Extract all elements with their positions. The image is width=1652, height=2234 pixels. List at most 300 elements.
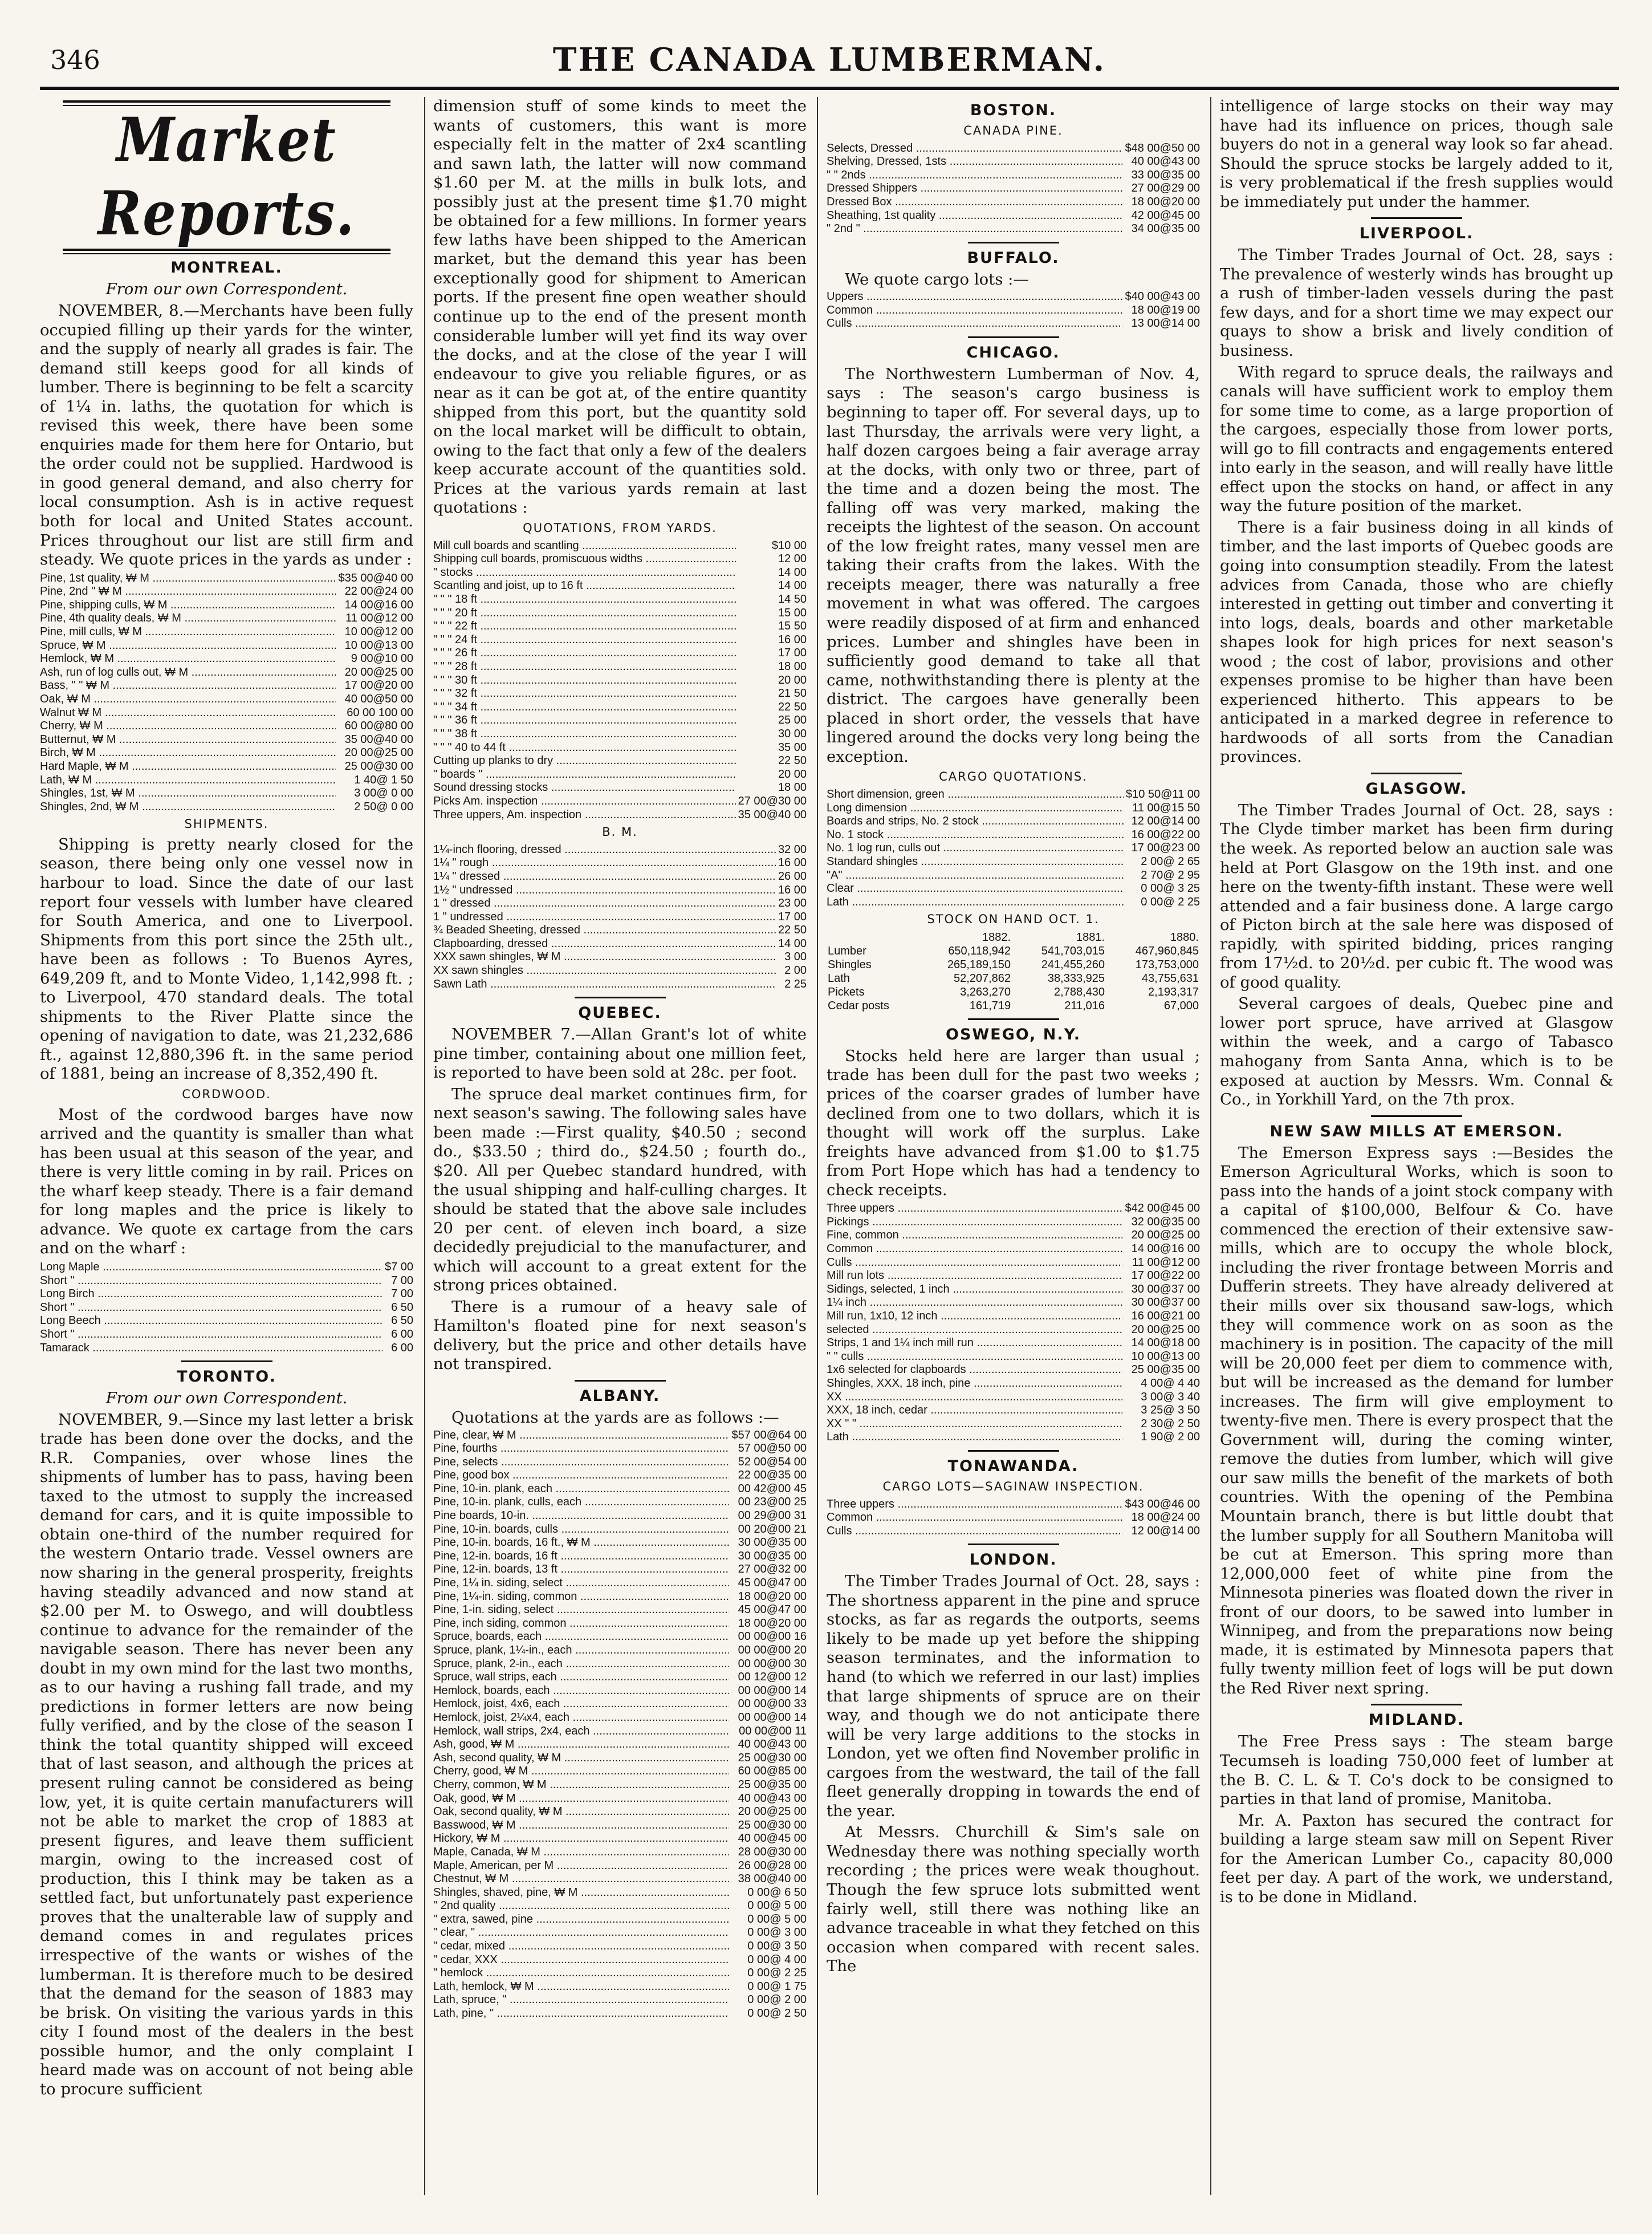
price-row: [433, 1658, 807, 1671]
price-label-cell: [40, 801, 336, 814]
price-label-cell: [827, 1296, 1122, 1310]
tonawanda-subheading: CARGO LOTS—SAGINAW INSPECTION.: [882, 1479, 1144, 1493]
price-label-cell: [433, 1429, 729, 1443]
price-value: 1 90@ 2 00: [1141, 1431, 1200, 1444]
price-value: 18 00@20 00: [738, 1590, 807, 1603]
price-label: Shingles, 2nd, ₩ M .....: [40, 801, 336, 813]
price-value: 16 00: [778, 883, 807, 896]
price-row: [433, 728, 807, 741]
price-label-cell: [433, 1953, 729, 1967]
price-label-cell: [40, 666, 336, 680]
price-value: 27 00@29 00: [1131, 182, 1200, 195]
price-value: 26 00: [778, 870, 807, 883]
stock-value: 3,263,270: [960, 985, 1011, 998]
price-row: [827, 1377, 1200, 1391]
price-label-cell: [433, 620, 736, 633]
price-label: Pine, 10-in. boards, culls .....: [433, 1523, 729, 1536]
price-label: No. 1 log run, culls out .....: [827, 842, 1124, 854]
price-row: [40, 746, 413, 760]
section-rule: [968, 1018, 1059, 1020]
midland-heading: MIDLAND.: [1368, 1711, 1465, 1729]
price-label-cell: [40, 1274, 383, 1288]
stock-value: 173,753,000: [1135, 958, 1199, 971]
price-value: 00 00@00 20: [738, 1644, 807, 1657]
price-value: 1 40@ 1 50: [354, 773, 413, 786]
price-label-cell: [433, 1671, 729, 1684]
price-row: [433, 1993, 807, 2007]
section-rule: [181, 1360, 272, 1362]
price-label: 1¼ inch .....: [827, 1296, 1122, 1309]
price-value: 9 00@10 00: [351, 652, 413, 665]
price-row: [433, 1765, 807, 1778]
price-value: 42 00@45 00: [1131, 209, 1200, 222]
section-rule: [1371, 1704, 1462, 1705]
section-rule: [575, 997, 666, 998]
price-label: Uppers .....: [827, 290, 1122, 303]
price-label: Sidings, selected, 1 inch .....: [827, 1283, 1122, 1295]
price-label-cell: [433, 1603, 729, 1617]
price-label-cell: [827, 317, 1122, 331]
price-row: [827, 1417, 1200, 1431]
price-label-cell: [827, 304, 1122, 318]
price-label-cell: [433, 1658, 729, 1671]
price-value: 35 00@40 00: [344, 733, 413, 746]
price-value: 30 00@37 00: [1131, 1296, 1200, 1309]
price-label: Lath, hemlock, ₩ M .....: [433, 1980, 729, 1993]
price-value: 18 00: [778, 660, 807, 673]
price-label: Maple, Canada, ₩ M .....: [433, 1846, 729, 1858]
price-label: Butternut, ₩ M .....: [40, 733, 336, 746]
price-row: [433, 911, 807, 924]
price-label: " " " 26 ft .....: [433, 647, 736, 659]
price-label-cell: [433, 1738, 729, 1752]
price-value: 00 00@00 14: [738, 1711, 807, 1724]
price-row: [827, 896, 1200, 909]
price-value: 17 00@20 00: [344, 679, 413, 692]
stock-value: 265,189,150: [947, 958, 1011, 971]
price-label-cell: [827, 169, 1122, 182]
price-label: Chestnut, ₩ M .....: [433, 1873, 729, 1885]
column-2: [433, 97, 807, 2207]
price-row: [433, 951, 807, 964]
price-value: 0 00@ 5 00: [747, 1912, 807, 1926]
price-row: [433, 754, 807, 768]
price-value: 40 00@45 00: [738, 1832, 807, 1845]
price-label-cell: [827, 815, 1124, 828]
price-label-cell: [827, 788, 1124, 802]
buffalo-heading: BUFFALO.: [967, 249, 1060, 267]
price-row: [40, 801, 413, 814]
price-value: 32 00: [778, 843, 807, 856]
price-label: Three uppers .....: [827, 1498, 1122, 1510]
price-label: Pine, 1¼-in. siding, common .....: [433, 1590, 729, 1603]
stock-table-body: [827, 944, 1200, 1013]
price-label-cell: [433, 539, 736, 553]
price-row: [827, 1202, 1200, 1216]
price-label: Pine, 10-in. plank, each .....: [433, 1482, 729, 1495]
price-value: 22 00@35 00: [738, 1469, 807, 1482]
price-row: [433, 1550, 807, 1563]
stock-label: Pickets: [828, 985, 865, 998]
price-value: $10 50@11 00: [1125, 788, 1200, 801]
price-label-cell: [433, 1697, 729, 1711]
price-value: 28 00@30 00: [738, 1845, 807, 1858]
price-row: [827, 815, 1200, 828]
price-label: " " " 28 ft .....: [433, 660, 736, 673]
shipments-heading: SHIPMENTS.: [184, 817, 269, 831]
price-value: 35 00@40 00: [738, 808, 807, 821]
price-label: Pine, 1-in. siding, select .....: [433, 1603, 729, 1616]
price-row: [433, 674, 807, 688]
price-label: Pine, 12-in. boards, 13 ft .....: [433, 1563, 729, 1575]
price-value: 25 00@30 00: [738, 1751, 807, 1764]
price-label: Tamarack .....: [40, 1342, 383, 1354]
price-label: Oak, second quality, ₩ M .....: [433, 1805, 729, 1818]
toronto-body: NOVEMBER, 9.—Since my last letter a brisk trade has been done over the docks, and the R.R. Companies, over whose lines the shipments of lumber has to pass, having been taxed to the utmost to supply the increased demand for cars, and it is quite impossible to obtain one-third of the number required for the western Ontario trade. Vessel owners are now sharing in the general prosperity, freights having steadily advanced and now stand at $2.00 per M. to Oswego, and will doubtless continue to advance for the remainder of the navigable season. There has never been any doubt in my own mind for the last two months, as to our having a rushing fall trade, and my predictions in former letters are now being fully verified, and by the close of the season I think the total quantity shipped will exceed that of last season, and although the prices at present ruling cannot be considered as being low, yet, it is quite certain manufacturers will not be able to market the crop of 1883 at present figures, and leave them sufficient margin, owing to the increased cost of production, this I think may be taken as a settled fact, but unfortunately past experience proves that the unalterable law of supply and demand comes in and regulates prices irrespective of the wants or wishes of the lumberman. It is therefore much to be desired that the demand for the season of 1883 may be brisk. On visiting the various yards in this city I found most of the dealers in the best possible humor, and the only complaint I heard made was on account of not being able to procure sufficient: [40, 1410, 413, 2098]
price-row: [827, 142, 1200, 156]
price-row: [827, 1511, 1200, 1525]
price-row: [827, 317, 1200, 331]
buffalo-lead: We quote cargo lots :—: [845, 270, 1029, 289]
price-label: Spruce, plank, 2-in., each .....: [433, 1658, 729, 1670]
price-label-cell: [433, 674, 736, 688]
glasgow-body: The Timber Trades Journal of Oct. 28, says : The Clyde timber market has been firm during the week. As reported below an auction sale was held at Port Glasgow on the 19th inst. and one here on the twenty-fifth instant. These were well attended and a fair business done. A large cargo of Picton birch at the sale here was disposed of rapidly, with spirited bidding, prices ranging from 17½d. to 20½d. per cubic ft. The wood was of good quality.: [1220, 801, 1613, 992]
price-label: Sheathing, 1st quality .....: [827, 209, 1122, 222]
price-label-cell: [827, 1404, 1122, 1417]
price-label-cell: [827, 1310, 1122, 1323]
price-label-cell: [433, 1617, 729, 1631]
price-label-cell: [433, 964, 776, 978]
price-label: Short " .....: [40, 1301, 383, 1314]
price-label-cell: [433, 1577, 729, 1590]
price-value: 2 30@ 2 50: [1141, 1417, 1200, 1430]
price-value: 17 00@23 00: [1131, 842, 1200, 855]
price-label-cell: [433, 1496, 729, 1509]
price-row: [827, 1269, 1200, 1283]
price-value: 10 00@13 00: [1131, 1350, 1200, 1363]
cordwood-price-table: [40, 1261, 413, 1355]
price-row: [827, 1310, 1200, 1323]
price-label-cell: [433, 1523, 729, 1537]
price-value: 40 00@43 00: [738, 1792, 807, 1805]
price-value: 25 00@30 00: [344, 759, 413, 773]
price-row: [433, 1482, 807, 1496]
london-body: The Timber Trades Journal of Oct. 28, says : The shortness apparent in the pine and spruce stocks, as far as regards the outports, seems likely to be made up yet before the shipping season terminates, and the information to hand (to which we referred in our last) implies that large shipments of spruce are on their way, and though we do not anticipate there will be very large additions to the stocks in London, yet we often find November prolific in cargoes from the westward, the tail of the fall fleet generally dropping in towards the end of the year.: [827, 1572, 1200, 1820]
price-value: 3 25@ 3 50: [1141, 1404, 1200, 1417]
price-label-cell: [433, 870, 776, 884]
price-label: Hemlock, wall strips, 2x4, each .....: [433, 1725, 729, 1737]
price-row: [827, 869, 1200, 883]
price-row: [433, 687, 807, 701]
price-value: 25 00@35 00: [738, 1778, 807, 1791]
price-label: Scantling and joist, up to 16 ft .....: [433, 579, 736, 592]
price-label-cell: [433, 781, 736, 795]
price-label-cell: [433, 1590, 729, 1604]
price-value: 11 00@12 00: [345, 612, 413, 625]
price-value: 6 00: [391, 1327, 413, 1341]
price-row: [433, 566, 807, 580]
price-label: Short dimension, green .....: [827, 788, 1124, 801]
price-label: " clear, " .....: [433, 1926, 729, 1939]
price-row: [827, 1296, 1200, 1310]
stock-value: 541,703,015: [1041, 944, 1105, 957]
price-label-cell: [40, 720, 336, 733]
price-label-cell: [827, 142, 1122, 156]
price-value: 00 00@00 11: [739, 1724, 807, 1737]
price-label-cell: [827, 1391, 1122, 1404]
price-label: Oak, ₩ M .....: [40, 693, 336, 705]
price-row: [40, 572, 413, 586]
price-label: 1x6 selected for clapboards .....: [827, 1363, 1122, 1376]
price-row: [433, 539, 807, 553]
price-label: Lath .....: [827, 1431, 1122, 1443]
price-row: [433, 553, 807, 566]
price-value: 4 00@ 4 40: [1141, 1376, 1200, 1390]
section-rule: [968, 242, 1059, 243]
price-label: XXX sawn shingles, ₩ M .....: [433, 951, 776, 963]
price-label-cell: [40, 572, 336, 586]
price-row: [827, 842, 1200, 855]
price-value: 23 00: [778, 897, 807, 910]
toronto-bm-heading: B. M.: [602, 825, 638, 839]
tonawanda-price-table: [827, 1498, 1200, 1538]
price-label: Dressed Shippers .....: [827, 182, 1122, 194]
glasgow-heading: GLASGOW.: [1365, 779, 1468, 798]
price-label-cell: [827, 1525, 1122, 1538]
price-label-cell: [433, 593, 736, 607]
price-row: [433, 1873, 807, 1886]
price-row: [433, 1752, 807, 1765]
price-label: Common .....: [827, 304, 1122, 316]
price-label: Mill run lots .....: [827, 1269, 1122, 1282]
price-label-cell: [827, 1202, 1122, 1216]
price-row: [40, 652, 413, 666]
price-label: " " " 40 to 44 ft .....: [433, 741, 736, 754]
price-value: 14 00@16 00: [1131, 1242, 1200, 1256]
price-label: Pine, 12-in. boards, 16 ft .....: [433, 1550, 729, 1562]
price-value: $7 00: [384, 1261, 413, 1273]
price-label: Hard Maple, ₩ M .....: [40, 760, 336, 773]
toronto-bm-table: [433, 843, 807, 992]
price-label-cell: [433, 809, 736, 822]
price-label-cell: [827, 1498, 1122, 1512]
quebec-body-2: The spruce deal market continues firm, for next season's sawing. The following sales have been made :—First quality, $40.50 ; second do., $33.50 ; third do., $24.50 ; fourth do., $20. All per Quebec standard hundred, with the usual shipping and half-culling charges. It should be stated that the above sale includes 20 per cent. of eleven inch board, a size decidedly prejudicial to the manufacturer, and which will account to a great extent for the strong prices obtained.: [433, 1084, 807, 1295]
price-value: 14 00: [778, 579, 807, 592]
price-label-cell: [433, 1442, 729, 1456]
midland-body: The Free Press says : The steam barge Tecumseh is loading 750,000 feet of lumber at the B. C. L. & T. Co's dock to be consigned to parties in that land of promise, Manitoba.: [1220, 1732, 1613, 1809]
price-label-cell: [40, 787, 336, 801]
section-rule: [1371, 217, 1462, 219]
price-label-cell: [433, 566, 736, 580]
section-rule: [968, 1450, 1059, 1452]
price-value: 11 00@12 00: [1132, 1256, 1200, 1269]
price-value: 35 00: [778, 741, 807, 754]
price-value: $43 00@46 00: [1125, 1497, 1200, 1510]
price-label-cell: [827, 155, 1122, 169]
price-value: $42 00@45 00: [1125, 1202, 1200, 1215]
price-row: [40, 1301, 413, 1315]
price-label-cell: [40, 1328, 383, 1342]
price-label-cell: [40, 774, 336, 787]
price-label: Ash, second quality, ₩ M .....: [433, 1752, 729, 1764]
price-label-cell: [433, 1456, 729, 1469]
price-label: Long Maple .....: [40, 1261, 383, 1273]
price-label-cell: [40, 733, 336, 747]
price-label: 1¼ " dressed .....: [433, 870, 776, 883]
price-label: Bass, " " ₩ M .....: [40, 679, 336, 692]
price-label: Pine, 2nd " ₩ M .....: [40, 585, 336, 598]
price-value: 12 00@14 00: [1131, 815, 1200, 828]
price-row: [40, 639, 413, 653]
price-label-cell: [40, 625, 336, 639]
price-label: Ash, run of log culls out, ₩ M .....: [40, 666, 336, 679]
price-value: 30 00: [778, 727, 807, 740]
stock-label: Lumber: [828, 944, 866, 957]
running-head: THE CANADA LUMBERMAN.: [552, 41, 1106, 79]
price-label-cell: [433, 1993, 729, 2007]
price-label-cell: [40, 639, 336, 653]
price-label-cell: [433, 978, 776, 992]
price-value: 25 00@30 00: [738, 1818, 807, 1831]
price-value: 00 12@00 12: [738, 1671, 807, 1684]
toronto-heading: TORONTO.: [177, 1368, 276, 1386]
price-label: Shingles, XXX, 18 inch, pine .....: [827, 1377, 1122, 1390]
price-row: [433, 1832, 807, 1846]
price-label: 1 " undressed .....: [433, 911, 776, 923]
price-label: 1¼-inch flooring, dressed .....: [433, 843, 776, 856]
albany-price-table: [433, 1429, 807, 2021]
price-value: 6 50: [391, 1301, 413, 1314]
price-label-cell: [827, 1256, 1122, 1270]
price-value: 2 25: [784, 977, 807, 990]
price-label: Lath, spruce, " .....: [433, 1993, 729, 2006]
section-rule: [968, 336, 1059, 338]
price-row: [827, 222, 1200, 236]
price-row: [40, 625, 413, 639]
price-label: XX .....: [827, 1391, 1122, 1403]
price-value: 33 00@35 00: [1131, 168, 1200, 181]
price-value: 20 00@25 00: [344, 665, 413, 679]
price-label: Short " .....: [40, 1328, 383, 1341]
price-value: 22 50: [778, 924, 807, 937]
price-row: [433, 897, 807, 911]
price-row: [433, 1590, 807, 1604]
price-label-cell: [40, 760, 336, 774]
price-label-cell: [433, 884, 776, 897]
price-label-cell: [433, 1550, 729, 1563]
price-value: 34 00@35 00: [1131, 222, 1200, 235]
price-label: " " " 30 ft .....: [433, 674, 736, 687]
price-label-cell: [40, 1287, 383, 1301]
price-label: " " " 38 ft .....: [433, 728, 736, 740]
price-label: Long Birch .....: [40, 1287, 383, 1300]
london-heading: LONDON.: [969, 1551, 1057, 1569]
stock-header-row: [827, 931, 1200, 944]
price-row: [433, 884, 807, 897]
price-value: 25 00: [778, 714, 807, 727]
price-label-cell: [433, 1819, 729, 1833]
price-label: " hemlock .....: [433, 1967, 729, 1979]
tonawanda-heading: TONAWANDA.: [947, 1457, 1079, 1475]
price-value: 0 00@ 1 75: [747, 1980, 807, 1993]
price-label-cell: [827, 1511, 1122, 1525]
price-label-cell: [433, 1684, 729, 1698]
price-label: Hemlock, boards, each .....: [433, 1684, 729, 1697]
price-label-cell: [433, 1644, 729, 1658]
price-label-cell: [433, 1536, 729, 1550]
price-label: Pine, 1¼ in. siding, select .....: [433, 1577, 729, 1589]
price-row: [433, 1926, 807, 1940]
section-rule: [968, 1544, 1059, 1545]
price-value: 15 50: [778, 620, 807, 633]
price-label-cell: [433, 1711, 729, 1725]
price-label: " " " 20 ft .....: [433, 607, 736, 619]
price-label-cell: [433, 1926, 729, 1940]
price-label-cell: [827, 882, 1124, 896]
stock-value: 161,719: [969, 999, 1011, 1012]
price-row: [827, 1229, 1200, 1242]
liverpool-body: The Timber Trades Journal of Oct. 28, says : The prevalence of westerly winds has brought up a rush of timber-laden vessels during the past few days, and for a short time we may expect our quays to show a brisk and lively condition of business.: [1220, 246, 1613, 360]
quebec-heading: QUEBEC.: [578, 1004, 662, 1022]
glasgow-body-2: Several cargoes of deals, Quebec pine and lower port spruce, have arrived at Glasgow within the week, and a cargo of Tabasco mahogany from Santa Anna, which is to be exposed at auction by Messrs. Wm. Connal & Co., in Yorkhill Yard, on the 7th prox.: [1220, 994, 1613, 1109]
price-label: Three uppers, Am. inspection .....: [433, 809, 736, 821]
price-label-cell: [433, 1832, 729, 1846]
price-row: [433, 856, 807, 870]
shipments-body: Shipping is pretty nearly closed for the season, there being only one vessel now in harbour to load. Since the date of our last report four vessels with lumber have cleared for South America, and one to Liverpool. Shipments from this port since the 25th ult., have been as follows : To Buenos Ayres, 649,209 ft, and to Monte Video, 1,142,998 ft. ; to Liverpool, 470 standard deals. The total shipments to the River Platte since the opening of navigation to date, was 21,232,686 ft., against 12,880,396 ft. in the same period of 1881, being an increase of 8,352,490 ft.: [40, 835, 413, 1083]
price-label: Long dimension .....: [827, 802, 1124, 814]
price-value: 7 00: [391, 1287, 413, 1301]
page-header: [40, 39, 1619, 84]
price-label-cell: [433, 741, 736, 755]
price-label: Pine, 10-in. boards, 16 ft., ₩ M .....: [433, 1536, 729, 1549]
price-label-cell: [827, 209, 1122, 223]
price-label: Mill cull boards and scantling .....: [433, 539, 736, 552]
price-label: " " " 24 ft .....: [433, 633, 736, 646]
price-row: [433, 1671, 807, 1684]
price-value: 40 00@43 00: [738, 1738, 807, 1751]
price-label-cell: [433, 1482, 729, 1496]
price-label-cell: [433, 553, 736, 566]
price-label-cell: [40, 693, 336, 706]
stock-value: 2,193,317: [1148, 985, 1199, 998]
price-label-cell: [40, 612, 336, 625]
price-label-cell: [433, 1765, 729, 1778]
price-label: Lath, pine, " .....: [433, 2007, 729, 2020]
column-3: [827, 97, 1200, 2207]
boston-heading: BOSTON.: [970, 101, 1057, 119]
price-label: " " " 36 ft .....: [433, 714, 736, 726]
price-row: [827, 1350, 1200, 1364]
price-row: [827, 1283, 1200, 1297]
stock-row: [827, 972, 1200, 985]
price-value: 20 00@25 00: [738, 1805, 807, 1818]
price-value: $40 00@43 00: [1125, 290, 1200, 303]
price-value: 00 00@00 16: [738, 1630, 807, 1643]
price-row: [433, 1697, 807, 1711]
price-row: [433, 964, 807, 978]
price-row: [433, 843, 807, 857]
price-label-cell: [433, 937, 776, 951]
price-value: 57 00@50 00: [738, 1442, 807, 1455]
price-label: Lath .....: [827, 896, 1124, 908]
price-label: Shingles, 1st, ₩ M .....: [40, 787, 336, 799]
price-row: [433, 1805, 807, 1819]
price-label-cell: [433, 633, 736, 647]
price-value: 30 00@37 00: [1131, 1282, 1200, 1295]
price-label: Pickings .....: [827, 1216, 1122, 1228]
section-rule: [575, 1380, 666, 1382]
price-row: [433, 781, 807, 795]
